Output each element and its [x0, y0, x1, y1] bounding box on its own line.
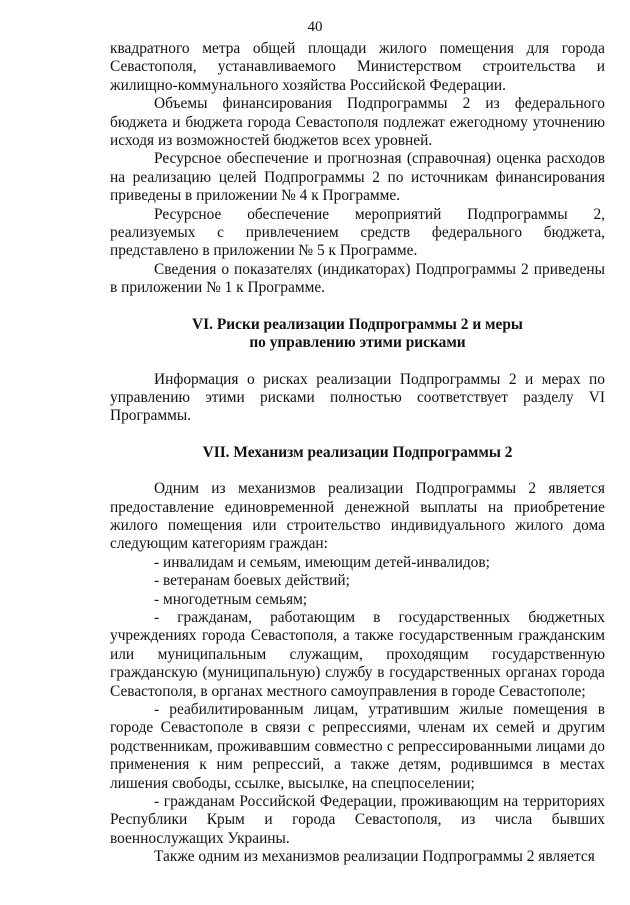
paragraph-resource-estimate: Ресурсное обеспечение и прогнозная (справочная) оценка расходов на реализацию целей Подпрограммы 2 по источникам финансирования приведены в приложении № 4 к Программе. — [110, 150, 605, 205]
list-item: - ветеранам боевых действий; — [154, 572, 350, 590]
list-item: - гражданам Российской Федерации, проживающим на территориях Республики Крым и города Севастополя, из числа бывших военнослужащих Украины. — [110, 793, 605, 847]
section-7-intro: Одним из механизмов реализации Подпрограммы 2 является предоставление единовременной денежной выплаты на приобретение жилого помещения или строительство индивидуального жилого дома следующим категориям граждан: — [110, 480, 605, 553]
section-6-heading-line2: по управлению этими рисками — [249, 334, 466, 352]
list-item: - инвалидам и семьям, имеющим детей-инвалидов; — [154, 553, 490, 571]
paragraph-continuation: квадратного метра общей площади жилого помещения для города Севастополя, устанавливаемого Министерством строительства и жилищно-коммунального хозяйства Российской Федерации. — [110, 40, 605, 94]
list-item: - гражданам, работающим в государственных бюджетных учреждениях города Севастополя, а также государственным гражданским или муниципальным служащим, проходящим государственную гражданскую (муниципальную) службу в государственных органах города Севастополя, в органах местного самоуправления в городе Севастополе; — [110, 608, 605, 700]
section-6-paragraph: Информация о рисках реализации Подпрограммы 2 и мерах по управлению этими рисками полностью соответствует разделу VI Программы. — [110, 370, 605, 425]
paragraph-federal-budget: Ресурсное обеспечение мероприятий Подпрограммы 2, реализуемых с привлечением средств федерального бюджета, представлено в приложении № 5 к Программе. — [110, 205, 605, 260]
paragraph-indicators: Сведения о показателях (индикаторах) Подпрограммы 2 приведены в приложении № 1 к Программе. — [110, 260, 605, 297]
page-number: 40 — [307, 19, 323, 35]
list-item: - реабилитированным лицам, утратившим жилые помещения в городе Севастополе в связи с репрессиями, членам их семей и другим родственникам, проживавшим совместно с репрессированными лицами до применения к ним репрессий, а также детям, родившимся в местах лишения свободы, ссылке, высылке, на спецпоселении; — [110, 701, 605, 792]
section-7-last-paragraph: Также одним из механизмов реализации Подпрограммы 2 является — [154, 848, 595, 866]
page-body — [110, 40, 605, 867]
paragraph-financing-volumes: Объемы финансирования Подпрограммы 2 из федерального бюджета и бюджета города Севастополя подлежат ежегодному уточнению исходя из возможностей бюджетов всех уровней. — [110, 95, 605, 150]
section-7-heading: VII. Механизм реализации Подпрограммы 2 — [202, 443, 513, 461]
list-item: - многодетным семьям; — [154, 590, 308, 608]
section-6-heading-line1: VI. Риски реализации Подпрограммы 2 и меры — [192, 315, 523, 333]
